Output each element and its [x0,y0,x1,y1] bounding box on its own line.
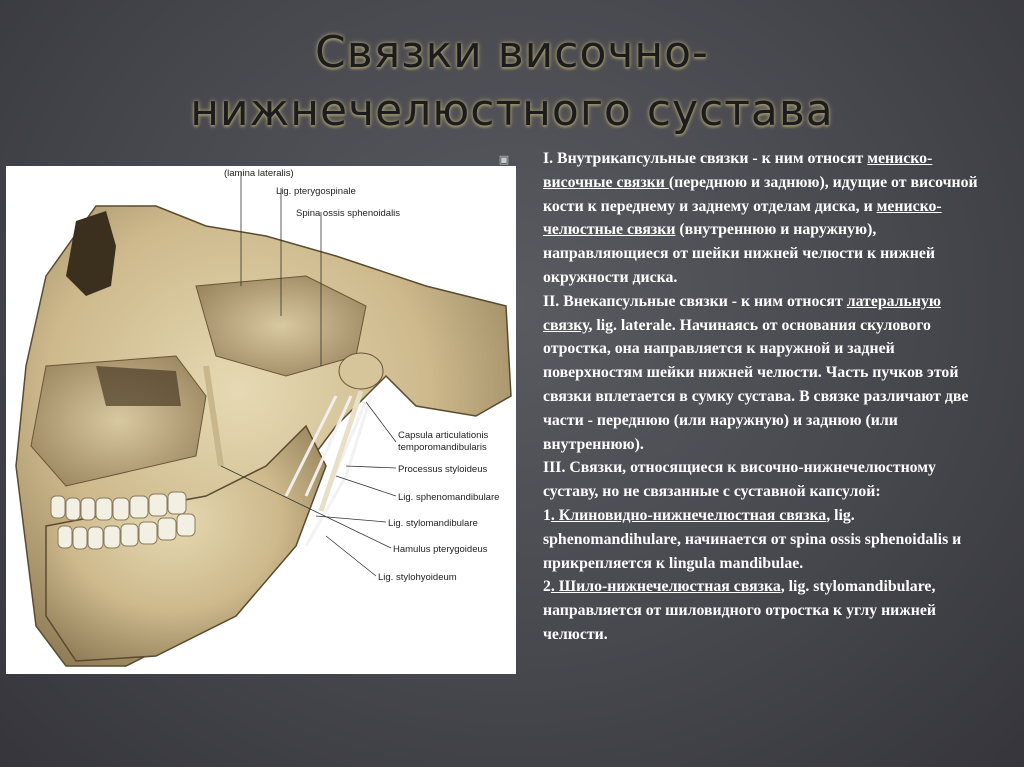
p2-text-b: , lig. laterale. Начинаясь от основания скулового отростка, она направляется к наружной и задней поверхностям шейки нижней челюсти. Часть пучков этой связки вплетается в сумку сустава. В связке различают две части - переднюю (или наружную) и заднюю (или внутреннюю). [543,316,969,453]
skull-illustration [6,166,516,674]
paragraph-4 [543,504,988,575]
label-lig-sphenomandibulare: Lig. sphenomandibulare [398,492,500,503]
p4-number: 1 [543,506,551,524]
square-bullet-icon: ▣ [498,153,510,166]
p2-text-a: II. Внекапсульные связки - к ним относят [543,292,847,310]
paragraph-2 [543,290,988,457]
body-text [543,147,988,647]
p2-underlined: латеральную связку [543,292,941,334]
p1-underlined-2: мениско-челюстные связки [543,197,942,239]
label-hamulus-pterygoideus: Hamulus pterygoideus [393,544,488,555]
p1-text-b: (переднюю и заднюю), идущие от височной кости к переднему и заднему отделам диска, и [543,173,978,215]
maxilla-shadow [96,366,181,406]
p1-text-a: I. Внутрикапсульные связки - к ним относят [543,150,868,167]
p4-text: , lig. sphenomandihulare, начинается от spina ossis sphenoidalis и прикрепляется к lingula mandibulae. [543,506,962,572]
p5-number: 2 [543,578,551,596]
p5-underlined: . Шило-нижнечелюстная связка [550,578,781,596]
paragraph-3: III. Связки, относящиеся к височно-нижнечелюстному суставу, но не связанные с суставной капсулой: [543,459,936,501]
label-lig-pterygospinale: Lig. pterygospinale [276,186,356,197]
p4-underlined: . Клиновидно-нижнечелюстная связка [550,506,827,524]
p1-underlined-1: мениско-височные связки [543,150,933,191]
label-temporomandibularis: temporomandibularis [398,442,487,453]
slide-title-line-2: нижнечелюстного сустава [190,85,834,136]
label-capsula-articulationis: Capsula articulationis [398,430,489,441]
skull-drawing [6,166,516,674]
condyle-shape [339,353,383,389]
paragraph-1 [543,147,988,290]
p5-text: , lig. stylomandibulare, направляется от шиловидного отростка к углу нижней челюсти. [543,578,936,643]
label-lamina-lateralis: (lamina lateralis) [224,168,294,179]
slide-title [0,24,1024,140]
label-lig-stylohyoideum: Lig. stylohyoideum [378,572,457,583]
orbit-shape [66,211,116,296]
label-processus-styloideus: Processus styloideus [398,464,488,475]
paragraph-5 [543,575,988,646]
label-spina-ossis-sphenoidalis: Spina ossis sphenoidalis [296,208,401,219]
label-lig-stylomandibulare: Lig. stylomandibulare [388,518,478,529]
slide-title-line-1: Связки височно- [315,27,709,78]
p1-text-c: (внутреннюю и наружную), направляющиеся от шейки нижней челюсти к нижней окружности диска. [543,221,935,286]
